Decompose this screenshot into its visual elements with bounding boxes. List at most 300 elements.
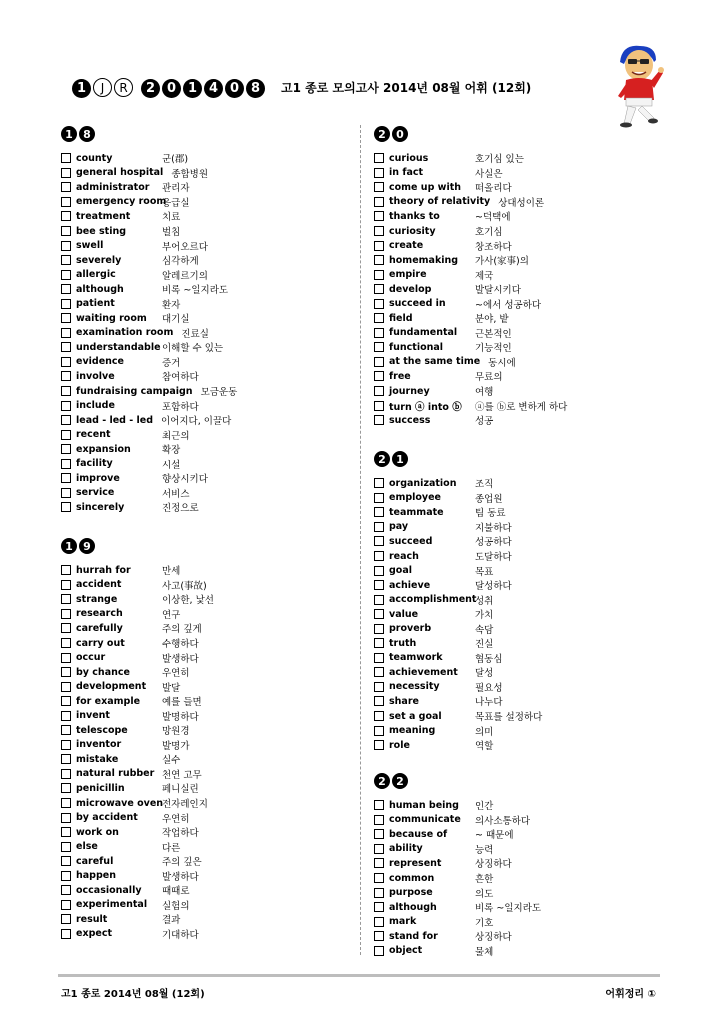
vocab-meaning: 창조하다: [475, 241, 512, 253]
vocab-row: [374, 694, 542, 709]
vocab-meaning: 의도: [475, 888, 494, 900]
checkbox[interactable]: [61, 226, 71, 236]
section-number-digit: 9: [79, 538, 95, 554]
vocab-word: natural rubber: [76, 768, 155, 780]
vocab-word: examination room: [76, 327, 174, 339]
checkbox[interactable]: [61, 827, 71, 837]
vocab-row: [374, 578, 542, 593]
checkbox[interactable]: [61, 783, 71, 793]
checkbox[interactable]: [374, 357, 384, 367]
checkbox[interactable]: [61, 696, 71, 706]
vocab-row: [374, 326, 567, 341]
checkbox[interactable]: [61, 255, 71, 265]
vocab-word: expect: [76, 928, 112, 940]
checkbox[interactable]: [374, 682, 384, 692]
vocab-row: [374, 871, 541, 886]
checkbox[interactable]: [61, 813, 71, 823]
vocab-meaning: 흔한: [475, 874, 494, 885]
checkbox[interactable]: [374, 638, 384, 648]
checkbox[interactable]: [61, 444, 71, 454]
vocab-row: [374, 798, 541, 813]
vocab-word: human being: [389, 799, 459, 811]
vocab-word: hurrah for: [76, 564, 131, 576]
checkbox[interactable]: [61, 638, 71, 648]
vocab-word: value: [389, 608, 419, 620]
vocab-meaning: 발달시키다: [475, 285, 521, 297]
vocab-row: [374, 842, 541, 857]
vocab-row: [374, 592, 542, 607]
vocab-word: at the same time: [389, 356, 481, 368]
checkbox[interactable]: [374, 800, 384, 810]
checkbox[interactable]: [61, 299, 71, 309]
checkbox[interactable]: [374, 168, 384, 178]
vocab-row: [61, 912, 214, 927]
checkbox[interactable]: [374, 888, 384, 898]
checkbox[interactable]: [61, 197, 71, 207]
vocab-row: [61, 723, 214, 738]
checkbox[interactable]: [374, 740, 384, 750]
checkbox[interactable]: [61, 401, 71, 411]
checkbox[interactable]: [374, 386, 384, 396]
vocab-meaning: 대기실: [162, 314, 190, 326]
vocab-row: [61, 398, 237, 413]
vocab-row: [61, 427, 237, 442]
checkbox[interactable]: [61, 929, 71, 939]
checkbox[interactable]: [374, 711, 384, 721]
vocab-row: [61, 825, 214, 840]
vocab-meaning: 필요성: [475, 682, 503, 694]
vocab-row: [374, 209, 567, 224]
vocab-row: [374, 563, 542, 578]
vocab-row: [61, 694, 214, 709]
checkbox[interactable]: [374, 536, 384, 546]
checkbox[interactable]: [374, 478, 384, 488]
vocab-word: proverb: [389, 623, 432, 635]
vocab-meaning: 상징하다: [475, 859, 512, 871]
vocab-meaning: 만세: [162, 566, 181, 578]
vocab-meaning: 기대하다: [162, 929, 199, 941]
checkbox[interactable]: [374, 415, 384, 425]
vocab-row: [61, 665, 214, 680]
checkbox[interactable]: [374, 815, 384, 825]
vocab-row: [374, 651, 542, 666]
vocab-row: [374, 636, 542, 651]
vocab-meaning: 능력: [475, 844, 494, 856]
vocab-word: service: [76, 487, 115, 499]
checkbox[interactable]: [374, 858, 384, 868]
section-18: [61, 124, 237, 515]
vocab-meaning: 때때로: [162, 886, 190, 898]
section-20: [374, 124, 567, 427]
logo-glyph: 1: [183, 79, 202, 98]
checkbox[interactable]: [374, 241, 384, 251]
vocab-meaning: 호기심 있는: [475, 154, 524, 166]
vocab-row: [61, 282, 237, 297]
logo-glyph: J: [93, 78, 112, 97]
checkbox[interactable]: [374, 211, 384, 221]
vocab-row: [374, 929, 541, 944]
vocab-row: [374, 491, 542, 506]
vocab-meaning: 우연히: [162, 668, 190, 680]
vocab-meaning: 역할: [475, 741, 494, 753]
vocab-word: else: [76, 841, 98, 853]
checkbox[interactable]: [61, 328, 71, 338]
checkbox[interactable]: [61, 609, 71, 619]
vocab-meaning: 페니실린: [162, 784, 199, 796]
vocab-meaning: 동시에: [488, 357, 516, 369]
footer-divider: [58, 974, 660, 977]
vocab-meaning: 최근의: [162, 430, 190, 442]
checkbox[interactable]: [374, 401, 384, 411]
section-number-digit: 0: [392, 126, 408, 142]
section-number-digit: 1: [61, 126, 77, 142]
checkbox[interactable]: [374, 946, 384, 956]
vocab-word: common: [389, 872, 435, 884]
vocab-word: necessity: [389, 681, 440, 693]
vocab-word: free: [389, 370, 411, 382]
vocab-row: [61, 326, 237, 341]
vocab-row: [374, 709, 542, 724]
vocab-meaning: ⓐ를 ⓑ로 변하게 하다: [475, 401, 568, 413]
section-number-digit: 2: [374, 126, 390, 142]
vocab-word: achievement: [389, 666, 458, 678]
section-21: [374, 449, 542, 752]
vocab-meaning: 도달하다: [475, 552, 512, 563]
vocab-meaning: 시설: [162, 459, 181, 471]
checkbox[interactable]: [61, 623, 71, 633]
vocab-word: develop: [389, 283, 432, 295]
checkbox[interactable]: [61, 211, 71, 221]
vocab-row: [61, 471, 237, 486]
checkbox[interactable]: [374, 328, 384, 338]
checkbox[interactable]: [374, 624, 384, 634]
vocab-meaning: 종업원: [475, 493, 503, 505]
checkbox[interactable]: [61, 270, 71, 280]
vocab-meaning: 군(郡): [162, 154, 189, 166]
vocab-row: [61, 607, 214, 622]
checkbox[interactable]: [61, 580, 71, 590]
vocab-meaning: 작업하다: [162, 828, 199, 840]
section-number-digit: 2: [374, 773, 390, 789]
vocab-word: although: [389, 901, 437, 913]
vocab-row: [61, 486, 237, 501]
vocab-word: ability: [389, 843, 423, 855]
vocab-meaning: 비록 ~일지라도: [475, 903, 542, 915]
vocab-row: [374, 856, 541, 871]
checkbox[interactable]: [374, 255, 384, 265]
vocab-row: [61, 592, 214, 607]
checkbox[interactable]: [374, 726, 384, 736]
vocab-row: [61, 927, 214, 942]
vocab-row: [61, 868, 214, 883]
vocab-meaning: 상징하다: [475, 932, 512, 944]
checkbox[interactable]: [61, 885, 71, 895]
vocab-row: [61, 796, 214, 811]
vocab-row: [374, 914, 541, 929]
vocab-word: reach: [389, 550, 419, 562]
checkbox[interactable]: [374, 667, 384, 677]
vocab-row: [61, 238, 237, 253]
vocab-meaning: ~덕택에: [475, 212, 511, 224]
checkbox[interactable]: [374, 284, 384, 294]
logo-glyph: R: [114, 78, 133, 97]
vocab-row: [374, 520, 542, 535]
section-number-digit: 2: [374, 451, 390, 467]
vocab-word: fundamental: [389, 327, 458, 339]
vocab-meaning: 호기심: [475, 227, 503, 238]
checkbox[interactable]: [374, 197, 384, 207]
vocab-meaning: 나누다: [475, 697, 503, 709]
vocab-word: research: [76, 608, 123, 620]
vocab-word: stand for: [389, 930, 438, 942]
vocab-meaning: 벌침: [162, 227, 181, 238]
vocab-meaning: 우연히: [162, 813, 190, 825]
vocab-row: [374, 505, 542, 520]
vocab-word: teamwork: [389, 652, 443, 664]
vocab-row: [374, 369, 567, 384]
vocab-row: [61, 195, 237, 210]
vocab-meaning: 전자레인지: [162, 799, 208, 811]
checkbox[interactable]: [374, 226, 384, 236]
vocab-meaning: 실수: [162, 755, 181, 767]
vocab-meaning: 상대성이론: [498, 197, 545, 209]
vocab-word: development: [76, 681, 147, 693]
vocab-row: [374, 282, 567, 297]
checkbox[interactable]: [374, 844, 384, 854]
vocab-meaning: ~에서 성공하다: [475, 299, 542, 311]
checkbox[interactable]: [61, 711, 71, 721]
vocab-word: carefully: [76, 622, 123, 634]
vocab-word: severely: [76, 254, 122, 266]
vocab-meaning: 떠올리다: [475, 183, 512, 195]
checkbox[interactable]: [374, 270, 384, 280]
vocab-row: [374, 476, 542, 491]
checkbox[interactable]: [61, 565, 71, 575]
vocab-word: occasionally: [76, 884, 142, 896]
checkbox[interactable]: [374, 299, 384, 309]
vocab-meaning: 협동심: [475, 653, 503, 665]
checkbox[interactable]: [61, 357, 71, 367]
checkbox[interactable]: [61, 153, 71, 163]
vocab-row: [61, 752, 214, 767]
checkbox[interactable]: [61, 488, 71, 498]
checkbox[interactable]: [374, 873, 384, 883]
checkbox[interactable]: [61, 754, 71, 764]
checkbox[interactable]: [61, 342, 71, 352]
vocab-word: mistake: [76, 753, 119, 765]
vocab-word: represent: [389, 857, 442, 869]
vocab-word: evidence: [76, 356, 124, 368]
vocab-word: microwave oven: [76, 797, 164, 809]
vocab-word: create: [389, 240, 424, 252]
vocab-row: [374, 253, 567, 268]
checkbox[interactable]: [374, 182, 384, 192]
checkbox[interactable]: [374, 153, 384, 163]
vocab-word: telescope: [76, 724, 128, 736]
checkbox[interactable]: [61, 682, 71, 692]
vocab-meaning: 목표: [475, 566, 494, 578]
vocab-meaning: 결과: [162, 915, 181, 927]
vocab-row: [61, 340, 237, 355]
checkbox[interactable]: [61, 740, 71, 750]
checkbox[interactable]: [61, 284, 71, 294]
checkbox[interactable]: [374, 507, 384, 517]
vocab-meaning: 발생하다: [162, 871, 199, 883]
section-22: [374, 771, 541, 958]
vocab-word: because of: [389, 828, 448, 840]
checkbox[interactable]: [374, 566, 384, 576]
vocab-meaning: 팀 동료: [475, 508, 506, 520]
vocab-word: set a goal: [389, 710, 442, 722]
vocab-row: [61, 209, 237, 224]
vocab-row: [374, 680, 542, 695]
vocab-meaning: 향상시키다: [162, 474, 208, 486]
vocab-row: [374, 355, 567, 370]
vocab-row: [374, 621, 542, 636]
vocab-word: theory of relativity: [389, 196, 491, 208]
checkbox[interactable]: [374, 493, 384, 503]
vocab-row: [61, 296, 237, 311]
vocab-word: come up with: [389, 181, 462, 193]
vocab-word: goal: [389, 565, 412, 577]
vocab-row: [374, 267, 567, 282]
checkbox[interactable]: [374, 342, 384, 352]
checkbox[interactable]: [374, 653, 384, 663]
vocab-meaning: 가치: [475, 610, 494, 622]
section-number: [374, 449, 542, 469]
checkbox[interactable]: [374, 371, 384, 381]
vocab-word: curious: [389, 152, 429, 164]
checkbox[interactable]: [61, 725, 71, 735]
checkbox[interactable]: [61, 371, 71, 381]
vocab-meaning: 서비스: [162, 488, 190, 500]
logo-glyph: 4: [204, 79, 223, 98]
vocab-word: by accident: [76, 812, 138, 824]
vocab-meaning: 연구: [162, 609, 181, 621]
vocab-meaning: 기호: [475, 917, 494, 929]
vocab-word: include: [76, 400, 115, 412]
checkbox[interactable]: [374, 313, 384, 323]
vocab-word: expansion: [76, 443, 131, 455]
vocab-word: careful: [76, 855, 114, 867]
checkbox[interactable]: [61, 769, 71, 779]
checkbox[interactable]: [374, 580, 384, 590]
vocab-meaning: 분야, 밭: [475, 314, 509, 326]
vocab-row: [374, 900, 541, 915]
vocab-meaning: 발명가: [162, 740, 190, 752]
vocab-meaning: 발명하다: [162, 711, 199, 723]
checkbox[interactable]: [61, 386, 71, 396]
checkbox[interactable]: [61, 313, 71, 323]
vocab-word: pay: [389, 521, 409, 533]
checkbox[interactable]: [61, 594, 71, 604]
vocab-row: [374, 384, 567, 399]
vocab-row: [61, 563, 214, 578]
checkbox[interactable]: [374, 609, 384, 619]
vocab-word: facility: [76, 458, 113, 470]
vocab-meaning: 참여하다: [162, 372, 199, 384]
section-number: [374, 771, 541, 791]
vocab-word: role: [389, 739, 410, 751]
checkbox[interactable]: [61, 653, 71, 663]
vocab-word: understandable: [76, 341, 161, 353]
vocab-word: result: [76, 913, 108, 925]
checkbox[interactable]: [374, 829, 384, 839]
checkbox[interactable]: [61, 430, 71, 440]
vocab-word: emergency room: [76, 196, 167, 208]
vocab-meaning: 무료의: [475, 372, 503, 384]
section-number: [374, 124, 567, 144]
vocab-meaning: 조직: [475, 479, 494, 491]
vocab-word: waiting room: [76, 312, 147, 324]
vocab-row: [61, 839, 214, 854]
checkbox[interactable]: [61, 459, 71, 469]
vocab-meaning: 의사소통하다: [475, 815, 531, 827]
vocab-row: [374, 296, 567, 311]
vocab-word: county: [76, 152, 113, 164]
vocab-row: [374, 151, 567, 166]
vocab-word: recent: [76, 429, 111, 441]
checkbox[interactable]: [61, 502, 71, 512]
vocab-meaning: 포함하다: [162, 401, 199, 413]
vocab-row: [61, 810, 214, 825]
checkbox[interactable]: [61, 871, 71, 881]
checkbox[interactable]: [61, 798, 71, 808]
checkbox[interactable]: [61, 168, 71, 178]
vocab-meaning: 여행: [475, 387, 494, 399]
checkbox[interactable]: [374, 902, 384, 912]
checkbox[interactable]: [61, 667, 71, 677]
checkbox[interactable]: [61, 241, 71, 251]
checkbox[interactable]: [374, 931, 384, 941]
checkbox[interactable]: [374, 522, 384, 532]
vocab-word: empire: [389, 269, 427, 281]
section-number-digit: 1: [61, 538, 77, 554]
checkbox[interactable]: [61, 856, 71, 866]
vocab-word: field: [389, 312, 413, 324]
vocab-meaning: 달성하다: [475, 581, 512, 593]
checkbox[interactable]: [61, 900, 71, 910]
vocab-word: share: [389, 695, 419, 707]
checkbox[interactable]: [374, 595, 384, 605]
checkbox[interactable]: [374, 917, 384, 927]
vocab-meaning: 실험의: [162, 900, 190, 912]
vocab-meaning: 주의 깊게: [162, 624, 202, 636]
checkbox[interactable]: [61, 182, 71, 192]
checkbox[interactable]: [61, 415, 71, 425]
logo-glyph: 8: [246, 79, 265, 98]
vocab-row: [61, 500, 237, 515]
page-title: 고1 종로 모의고사 2014년 08월 어휘 (12회): [281, 80, 532, 95]
logo-glyph: 2: [141, 79, 160, 98]
checkbox[interactable]: [374, 696, 384, 706]
checkbox[interactable]: [61, 473, 71, 483]
vocab-word: by chance: [76, 666, 130, 678]
vocab-meaning: 목표를 설정하다: [475, 712, 543, 724]
section-number-digit: 8: [79, 126, 95, 142]
vocab-row: [61, 636, 214, 651]
vocab-row: [374, 943, 541, 958]
vocab-meaning: 심각하게: [162, 256, 199, 268]
logo-glyph: 0: [225, 79, 244, 98]
vocab-meaning: 이어지다, 이끌다: [161, 416, 232, 428]
vocab-word: patient: [76, 298, 115, 310]
vocab-meaning: 사실은: [475, 168, 503, 180]
checkbox[interactable]: [61, 842, 71, 852]
vocab-word: for example: [76, 695, 141, 707]
checkbox[interactable]: [374, 551, 384, 561]
checkbox[interactable]: [61, 914, 71, 924]
